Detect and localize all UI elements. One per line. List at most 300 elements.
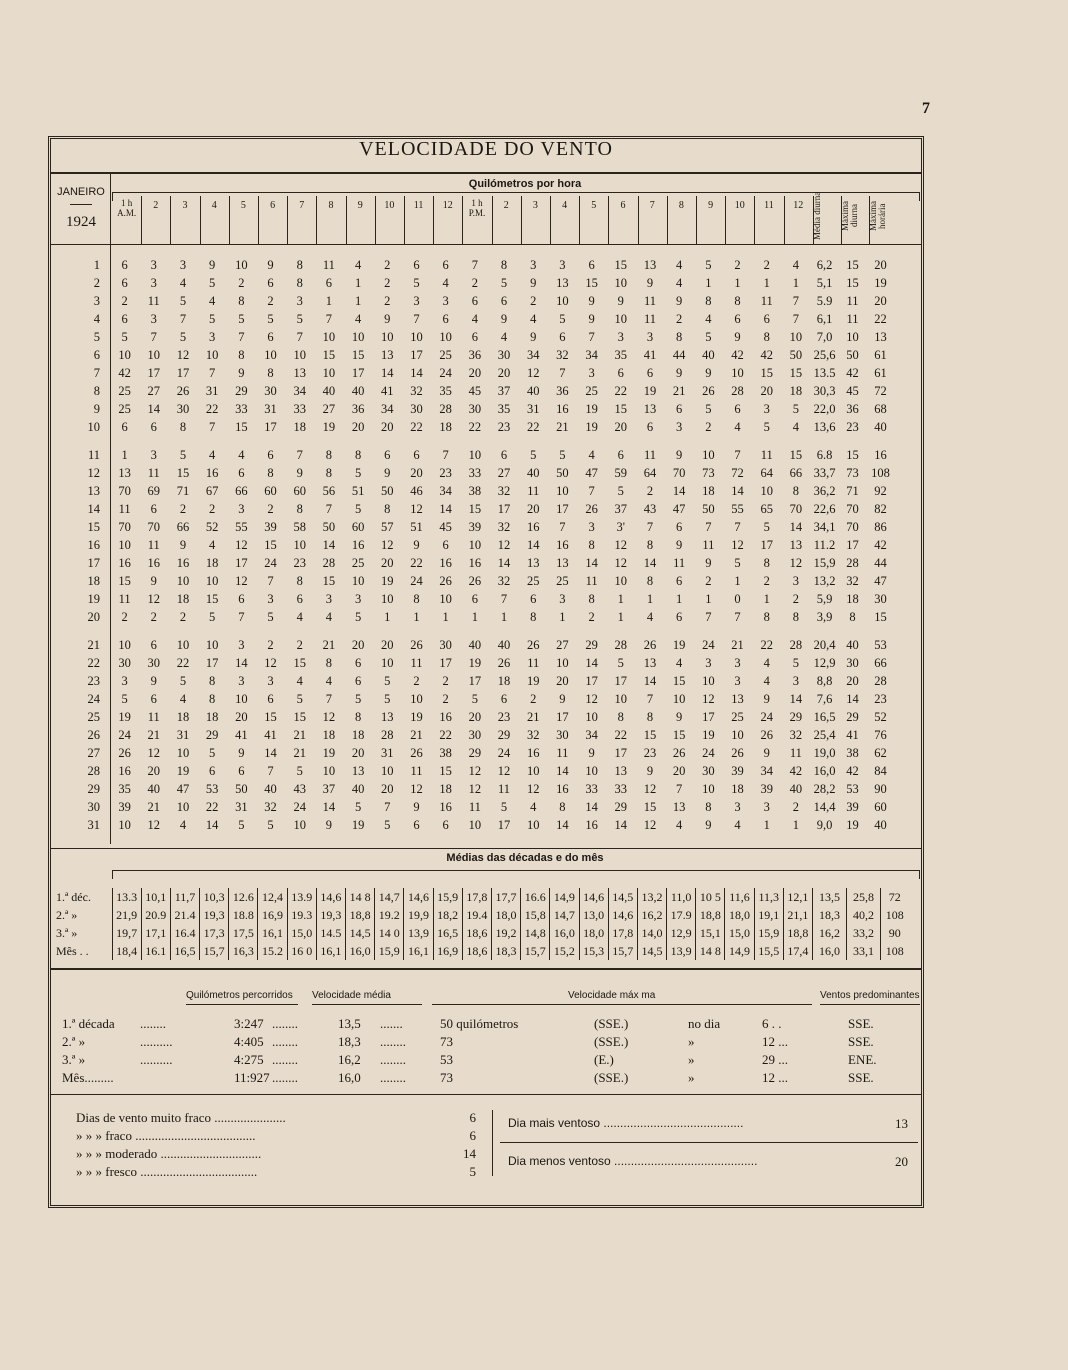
hour-cell: 19 xyxy=(672,638,686,652)
column-rule xyxy=(375,196,376,244)
hour-cell: 18 xyxy=(702,484,715,498)
year-label: 1924 xyxy=(66,214,96,230)
hour-cell: 11 xyxy=(147,294,160,308)
page-title: VELOCIDADE DO VENTO xyxy=(359,138,613,160)
hour-cell: 16 xyxy=(439,800,452,814)
summary-cell: 23 xyxy=(874,692,887,706)
means-cell: 19,2 xyxy=(491,924,520,942)
table-row xyxy=(54,690,895,708)
summary-mean: 16,0 xyxy=(338,1070,361,1085)
day-cell: 5 xyxy=(93,330,100,344)
hour-cell: 14 xyxy=(643,674,657,688)
table-row xyxy=(54,554,895,572)
hour-cell: 36 xyxy=(351,402,365,416)
hour-cell: 32 xyxy=(789,728,803,742)
hour-cell: 4 xyxy=(792,258,800,272)
hour-cell: 10 xyxy=(614,574,628,588)
hour-cell: 21 xyxy=(672,384,686,398)
hour-cell: 12 xyxy=(702,692,715,706)
summary-label: Mês......... xyxy=(62,1070,114,1085)
hour-cell: 69 xyxy=(147,484,161,498)
wind-days-value: 5 xyxy=(469,1164,476,1179)
summary-cell: 13,6 xyxy=(813,420,836,434)
hour-cell: 55 xyxy=(731,502,744,516)
hour-cell: 2 xyxy=(705,420,712,434)
means-cell: 17.9 xyxy=(667,906,696,924)
summary-cell: 32 xyxy=(846,574,859,588)
summary-cell: 20,4 xyxy=(813,638,836,652)
hour-header: 7 xyxy=(299,200,305,211)
hour-cell: 10 xyxy=(731,366,744,380)
hour-cell: 42 xyxy=(760,348,773,362)
summary-day: 29 ... xyxy=(762,1052,788,1067)
hour-cell: 27 xyxy=(147,384,161,398)
hour-cell: 26 xyxy=(585,502,598,516)
hour-cell: 4 xyxy=(676,276,683,290)
hour-cell: 32 xyxy=(497,574,511,588)
hour-cell: 26 xyxy=(731,746,744,760)
means-label: Mês . . xyxy=(56,944,89,958)
summary-cell: 90 xyxy=(874,782,887,796)
hour-cell: 21 xyxy=(526,710,540,724)
hour-cell: 17 xyxy=(176,366,190,380)
hour-cell: 41 xyxy=(235,728,248,742)
hour-cell: 11 xyxy=(702,538,715,552)
hour-cell: 19 xyxy=(468,656,482,670)
means-cell: 17,8 xyxy=(608,924,637,942)
day-cell: 28 xyxy=(87,764,100,778)
hour-cell: 25 xyxy=(439,348,452,362)
hour-cell: 6 xyxy=(325,276,333,290)
hour-cell: 26 xyxy=(672,746,686,760)
hour-cell: 20 xyxy=(760,384,773,398)
hour-cell: 5 xyxy=(617,484,624,498)
hour-cell: 2 xyxy=(238,276,245,290)
hour-cell: 5 xyxy=(209,610,216,624)
hour-header: 9 xyxy=(357,200,363,211)
hour-cell: 14 xyxy=(322,538,336,552)
hour-cell: 34 xyxy=(293,384,306,398)
hour-cell: 1 xyxy=(325,294,333,308)
hour-cell: 31 xyxy=(235,800,248,814)
hour-cell: 14 xyxy=(789,692,803,706)
hour-cell: 12 xyxy=(410,502,423,516)
means-table xyxy=(54,888,909,960)
hour-cell: 10 xyxy=(235,258,248,272)
hour-cell: 42 xyxy=(118,366,131,380)
hour-cell: 16 xyxy=(585,818,598,832)
means-cell: 14 8 xyxy=(346,888,375,906)
hour-cell: 31 xyxy=(526,402,540,416)
means-cell: 19,9 xyxy=(404,906,433,924)
hour-cell: 29 xyxy=(585,638,598,652)
divider xyxy=(312,1004,422,1005)
summary-mean: 13,5 xyxy=(338,1016,361,1031)
gap-cell xyxy=(54,436,895,446)
means-cell: 16.4 xyxy=(170,924,199,942)
day-cell: 14 xyxy=(87,502,100,516)
hour-cell: 9 xyxy=(238,366,245,380)
hour-cell: 8 xyxy=(646,538,654,552)
summary-header: Máxima horária xyxy=(867,201,887,231)
hour-cell: 6 xyxy=(267,330,274,344)
summary-label: 1.ª década xyxy=(62,1016,115,1031)
hour-cell: 56 xyxy=(322,484,336,498)
summary-header: Máxima diurna xyxy=(839,201,859,231)
hour-cell: 11 xyxy=(760,294,773,308)
hour-cell: 8 xyxy=(354,710,362,724)
hour-cell: 5 xyxy=(559,448,566,462)
divider xyxy=(51,848,921,849)
hour-cell: 6 xyxy=(238,764,245,778)
hour-cell: 37 xyxy=(322,782,336,796)
hour-cell: 15 xyxy=(118,574,131,588)
summary-cell: 28,2 xyxy=(813,782,836,796)
divider xyxy=(51,968,921,970)
hour-cell: 11 xyxy=(147,538,160,552)
column-rule xyxy=(550,196,551,244)
hour-cell: 19 xyxy=(410,710,423,724)
hour-cell: 52 xyxy=(205,520,219,534)
hour-cell: 10 xyxy=(439,330,452,344)
hour-cell: 3 xyxy=(559,592,566,606)
day-cell: 13 xyxy=(87,484,100,498)
summary-dir: (SSE.) xyxy=(594,1016,629,1031)
hour-cell: 14 xyxy=(585,800,598,814)
hour-cell: 14 xyxy=(439,502,452,516)
hour-cell: 39 xyxy=(264,520,277,534)
hour-cell: 6 xyxy=(150,638,157,652)
hour-cell: 5 xyxy=(384,818,391,832)
hour-cell: 4 xyxy=(530,800,537,814)
table-row xyxy=(54,328,895,346)
hour-cell: 9 xyxy=(588,294,595,308)
table-row xyxy=(54,464,895,482)
hour-cell: 9 xyxy=(530,276,537,290)
means-cell: 21,9 xyxy=(112,906,141,924)
hour-cell: 33 xyxy=(614,782,628,796)
summary-cell: 71 xyxy=(846,484,859,498)
hour-cell: 11 xyxy=(147,710,160,724)
hour-cell: 3 xyxy=(676,420,683,434)
km-header: Quilómetros percorridos xyxy=(186,990,293,1001)
hour-cell: 11 xyxy=(498,782,511,796)
hour-cell: 2 xyxy=(442,674,449,688)
day-cell: 9 xyxy=(93,402,100,416)
means-cell: 15,0 xyxy=(287,924,316,942)
summary-dir: (SSE.) xyxy=(594,1034,629,1049)
decade-gap xyxy=(54,626,895,636)
summary-cell: 8,8 xyxy=(816,674,833,688)
hour-cell: 7 xyxy=(705,610,712,624)
hour-header: 2 xyxy=(153,200,159,211)
summary-dir: (E.) xyxy=(594,1052,614,1067)
means-cell: 17,4 xyxy=(783,942,812,960)
summary-cell: 70 xyxy=(846,520,859,534)
hour-cell: 19 xyxy=(381,574,394,588)
table-row xyxy=(54,636,895,654)
hour-cell: 3' xyxy=(616,520,626,534)
means-cell: 14,9 xyxy=(550,888,579,906)
hour-cell: 39 xyxy=(731,764,744,778)
hour-header: 3 xyxy=(532,200,538,211)
hour-cell: 6 xyxy=(442,818,449,832)
hour-cell: 6 xyxy=(238,466,245,480)
hour-cell: 70 xyxy=(147,520,161,534)
summary-wind: SSE. xyxy=(848,1034,874,1049)
hour-cell: 9 xyxy=(763,692,770,706)
hour-cell: 24 xyxy=(497,746,511,760)
summary-cell: 53 xyxy=(874,638,887,652)
hour-cell: 16 xyxy=(118,764,131,778)
hour-cell: 13 xyxy=(118,466,131,480)
column-rule xyxy=(316,196,317,244)
means-cell: 11,7 xyxy=(170,888,199,906)
hour-cell: 4 xyxy=(354,258,362,272)
means-cell: 18,3 xyxy=(491,942,520,960)
hour-cell: 44 xyxy=(672,348,686,362)
hour-cell: 60 xyxy=(264,484,277,498)
hour-cell: 13 xyxy=(526,556,540,570)
summary-cell: 84 xyxy=(874,764,887,778)
hour-cell: 8 xyxy=(267,366,274,380)
wind-days-label: » » » fraco ..................................... xyxy=(76,1128,256,1143)
hour-cell: 29 xyxy=(205,728,219,742)
hour-cell: 2 xyxy=(179,610,187,624)
hour-cell: 32 xyxy=(497,520,511,534)
summary-cell: 15,9 xyxy=(813,556,836,570)
hour-cell: 12 xyxy=(526,366,540,380)
hour-cell: 10 xyxy=(702,674,715,688)
hour-cell: 4 xyxy=(296,610,303,624)
hour-cell: 17 xyxy=(760,538,773,552)
means-label: 2.ª » xyxy=(56,908,78,922)
hour-cell: 5 xyxy=(705,402,712,416)
means-cell: 18,8 xyxy=(346,906,375,924)
summary-cell: 5,9 xyxy=(816,592,833,606)
hour-cell: 4 xyxy=(763,674,770,688)
summary-max: 53 xyxy=(440,1052,453,1067)
hour-cell: 3 xyxy=(238,674,245,688)
hour-cell: 19 xyxy=(351,818,365,832)
hour-cell: 8 xyxy=(296,502,303,516)
hour-cell: 8 xyxy=(588,538,595,552)
hour-cell: 11 xyxy=(118,502,131,516)
hour-cell: 8 xyxy=(384,502,391,516)
summary-cell: 28 xyxy=(874,674,887,688)
hour-cell: 32 xyxy=(410,384,423,398)
hour-cell: 20 xyxy=(351,638,365,652)
hour-cell: 35 xyxy=(439,384,452,398)
day-cell: 7 xyxy=(93,366,100,380)
hour-cell: 23 xyxy=(439,466,452,480)
summary-cell: 7,6 xyxy=(816,692,833,706)
summary-wind: ENE. xyxy=(848,1052,877,1067)
means-header: Médias das décadas e do mês xyxy=(446,852,604,864)
summary-cell: 36 xyxy=(846,402,859,416)
hour-cell: 10 xyxy=(614,692,628,706)
hour-cell: 7 xyxy=(471,258,478,272)
summary-day: 6 . . xyxy=(762,1016,782,1031)
table-row xyxy=(54,310,895,328)
hour-cell: 4 xyxy=(354,312,362,326)
summary-cell: 23 xyxy=(846,420,859,434)
summary-day: 12 ... xyxy=(762,1070,788,1085)
hour-cell: 26 xyxy=(760,728,773,742)
summary-dots1: ........ xyxy=(140,1016,166,1031)
hour-cell: 31 xyxy=(381,746,394,760)
day-cell: 17 xyxy=(87,556,100,570)
hour-cell: 10 xyxy=(672,692,686,706)
hour-cell: 3 xyxy=(530,258,537,272)
hour-cell: 20 xyxy=(672,764,686,778)
day-cell: 19 xyxy=(87,592,100,606)
hour-cell: 18 xyxy=(439,782,452,796)
summary-cell: 6,1 xyxy=(816,312,833,326)
hour-cell: 8 xyxy=(209,692,216,706)
hour-cell: 3 xyxy=(792,574,800,588)
hour-cell: 14 xyxy=(205,818,219,832)
hour-cell: 9 xyxy=(676,710,683,724)
hour-cell: 12 xyxy=(147,746,161,760)
day-cell: 30 xyxy=(87,800,100,814)
hour-cell: 6 xyxy=(588,258,595,272)
hour-cell: 9 xyxy=(734,330,741,344)
hour-cell: 3 xyxy=(763,800,770,814)
summary-cell: 22,6 xyxy=(813,502,836,516)
summary-max: 73 xyxy=(440,1070,453,1085)
windiest-day xyxy=(508,1116,908,1130)
hour-cell: 5 xyxy=(763,520,770,534)
hour-cell: 14 xyxy=(381,366,394,380)
table-row xyxy=(54,400,895,418)
table-row xyxy=(54,500,895,518)
summary-cell: 19 xyxy=(846,818,859,832)
means-cell: 16,1 xyxy=(316,942,345,960)
hour-cell: 10 xyxy=(205,574,219,588)
means-cell: 13,0 xyxy=(579,906,608,924)
summary-cell: 15 xyxy=(846,276,859,290)
hour-cell: 9 xyxy=(588,312,595,326)
hour-cell: 27 xyxy=(497,466,511,480)
hour-cell: 13 xyxy=(614,764,628,778)
hour-cell: 1 xyxy=(354,294,362,308)
summary-dots2: ........ xyxy=(272,1070,298,1085)
hour-cell: 6 xyxy=(530,592,537,606)
summary-cell: 62 xyxy=(874,746,887,760)
hour-cell: 35 xyxy=(497,402,511,416)
means-cell: 14.5 xyxy=(316,924,345,942)
column-rule xyxy=(696,196,697,244)
hour-cell: 10 xyxy=(381,764,394,778)
hour-cell: 10 xyxy=(439,592,452,606)
summary-cell: 11.2 xyxy=(813,538,836,552)
hour-header: 3 xyxy=(182,200,188,211)
hour-cell: 11 xyxy=(643,294,656,308)
hour-cell: 29 xyxy=(468,746,482,760)
day-cell: 18 xyxy=(87,574,100,588)
hour-cell: 7 xyxy=(325,312,333,326)
hour-cell: 5 xyxy=(238,312,245,326)
hour-cell: 40 xyxy=(497,638,511,652)
windiest-day-value: 13 xyxy=(895,1116,908,1131)
hour-cell: 55 xyxy=(235,520,248,534)
summary-mean: 18,3 xyxy=(338,1034,361,1049)
means-cell: 14,8 xyxy=(521,924,550,942)
means-cell: 108 xyxy=(881,906,909,924)
hour-cell: 2 xyxy=(296,638,303,652)
hour-cell: 26 xyxy=(118,746,131,760)
hour-cell: 1 xyxy=(734,276,741,290)
summary-cell: 42 xyxy=(874,538,887,552)
hour-cell: 26 xyxy=(497,656,511,670)
summary-cell: 33,7 xyxy=(813,466,836,480)
hour-cell: 3 xyxy=(792,674,800,688)
hour-cell: 19 xyxy=(585,402,598,416)
means-cell: 33,1 xyxy=(847,942,881,960)
decade-gap xyxy=(54,436,895,446)
means-cell: 21,1 xyxy=(783,906,812,924)
hour-cell: 9 xyxy=(267,258,274,272)
means-cell: 13.9 xyxy=(287,888,316,906)
hour-cell: 40 xyxy=(468,638,482,652)
hour-cell: 28 xyxy=(789,638,803,652)
hour-cell: 15 xyxy=(205,592,219,606)
summary-dots3: ........ xyxy=(380,1034,406,1049)
hour-cell: 1 xyxy=(676,592,683,606)
hour-cell: 3 xyxy=(734,656,741,670)
hour-cell: 67 xyxy=(205,484,219,498)
hour-cell: 4 xyxy=(471,312,478,326)
hour-cell: 6 xyxy=(150,692,157,706)
day-cell: 2 xyxy=(93,276,100,290)
hour-cell: 5 xyxy=(763,420,770,434)
hour-cell: 24 xyxy=(410,574,423,588)
hour-cell: 28 xyxy=(381,728,394,742)
hour-cell: 19 xyxy=(322,420,336,434)
means-row xyxy=(54,942,909,960)
means-cell: 14,5 xyxy=(346,924,375,942)
hour-cell: 6 xyxy=(500,448,508,462)
means-cell: 14 0 xyxy=(375,924,404,942)
hour-cell: 2 xyxy=(384,258,391,272)
hour-cell: 4 xyxy=(676,818,683,832)
hour-cell: 7 xyxy=(792,294,800,308)
column-rule xyxy=(869,196,870,244)
means-cell: 16,0 xyxy=(813,942,847,960)
hour-cell: 3 xyxy=(238,502,245,516)
hour-cell: 15 xyxy=(235,420,248,434)
column-rule xyxy=(784,196,785,244)
hour-cell: 4 xyxy=(296,674,303,688)
wind-days-value: 6 xyxy=(469,1110,476,1125)
divider xyxy=(500,1142,918,1143)
means-cell: 17,8 xyxy=(462,888,491,906)
hour-cell: 60 xyxy=(293,484,306,498)
means-cell: 13,9 xyxy=(667,942,696,960)
day-cell: 16 xyxy=(87,538,100,552)
hour-cell: 5 xyxy=(296,692,303,706)
hour-cell: 3 xyxy=(238,638,245,652)
hour-cell: 12 xyxy=(381,538,394,552)
hour-cell: 36 xyxy=(468,348,482,362)
hour-cell: 6 xyxy=(238,592,245,606)
hour-header: 12 xyxy=(793,200,804,211)
summary-cell: 44 xyxy=(874,556,887,570)
hour-header: 4 xyxy=(211,200,217,211)
hour-cell: 17 xyxy=(351,366,365,380)
column-rule xyxy=(287,196,288,244)
